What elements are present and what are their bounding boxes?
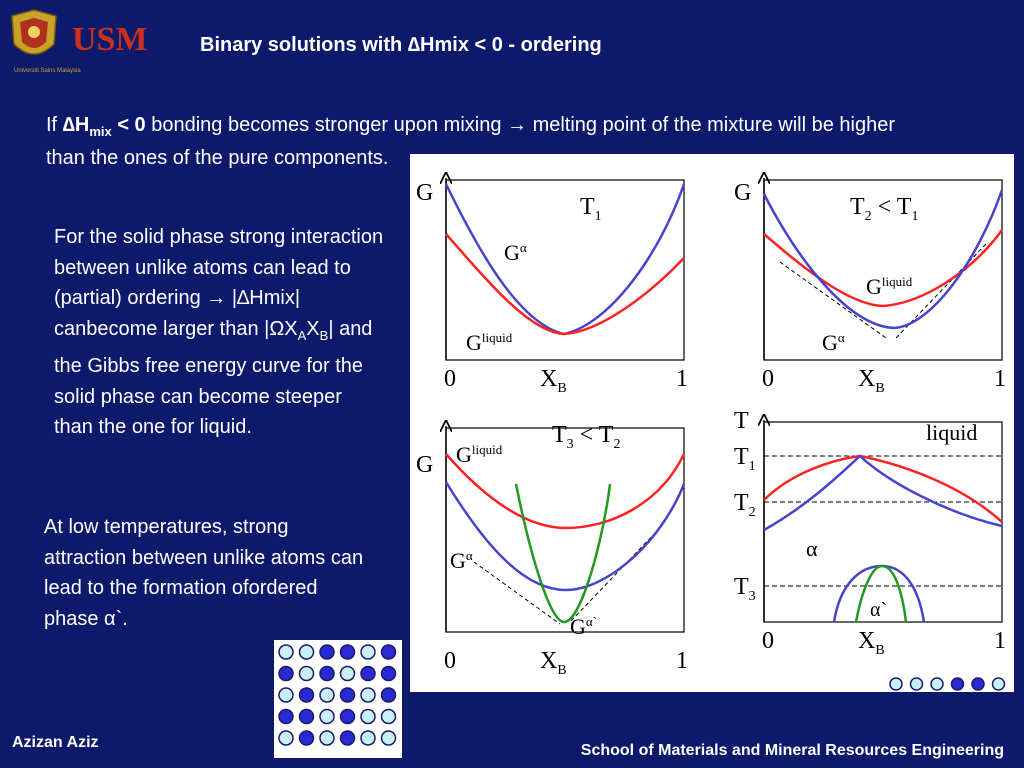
temperature-label: $T_2 < T_1$ bbox=[850, 194, 919, 224]
g-axis-label: G bbox=[416, 452, 434, 478]
atom-b bbox=[279, 667, 293, 681]
solid-text: For the solid phase strong interaction between unlike atoms can lead to (partial) ordering → |∆Hmix| canbecome larger than |ΩX bbox=[54, 226, 384, 340]
alpha-region-label: α bbox=[806, 536, 818, 561]
x-zero-label: 0 bbox=[444, 366, 456, 392]
atom-a bbox=[320, 731, 334, 745]
atom-a bbox=[320, 688, 334, 702]
low-temperature-paragraph: At low temperatures, strong attraction between unlike atoms can lead to the formation ofordered phase α`. bbox=[44, 516, 364, 630]
solid-curve bbox=[446, 184, 684, 334]
t-axis-label: T bbox=[734, 408, 749, 434]
atom-b bbox=[320, 645, 334, 659]
x-zero-label: 0 bbox=[762, 366, 774, 392]
atom-a bbox=[931, 678, 943, 690]
atom-a bbox=[300, 667, 314, 681]
g-axis-label: G bbox=[416, 180, 434, 206]
g-liquid-label: $G^{liquid}$ bbox=[866, 274, 913, 299]
atom-a bbox=[361, 688, 375, 702]
atom-b bbox=[382, 645, 396, 659]
usm-logo bbox=[6, 4, 148, 74]
g-alpha-label: $G^\alpha$ bbox=[450, 548, 473, 573]
common-tangent-line bbox=[474, 532, 656, 624]
atom-a bbox=[320, 710, 334, 724]
solid-phase-paragraph bbox=[54, 222, 384, 443]
solid-text-end: | and the Gibbs free energy curve for the solid phase can become steeper than the one for liquid. bbox=[54, 317, 373, 438]
atom-a bbox=[382, 731, 396, 745]
g-alpha-label: $G^\alpha$ bbox=[504, 240, 527, 265]
x-zero-label: 0 bbox=[444, 648, 456, 674]
title-separator: - bbox=[502, 34, 521, 56]
panel-t1 bbox=[416, 178, 688, 396]
ordered-lattice-diagram bbox=[274, 640, 402, 758]
liquid-region-label: liquid bbox=[926, 420, 978, 445]
liquid-curve bbox=[446, 454, 684, 528]
lattice-legend-row bbox=[890, 678, 1005, 690]
logo-text: USM bbox=[72, 21, 148, 58]
atom-b bbox=[279, 710, 293, 724]
atom-a bbox=[993, 678, 1005, 690]
gibbs-energy-figure bbox=[410, 154, 1014, 692]
atom-a bbox=[382, 710, 396, 724]
g-liquid-label: $G^{liquid}$ bbox=[466, 330, 513, 355]
t1-label: $T_1$ bbox=[734, 444, 756, 474]
solid-x: X bbox=[306, 317, 320, 340]
atom-b bbox=[341, 731, 355, 745]
intro-dh-subscript: mix bbox=[89, 124, 112, 139]
g-liquid-label: $G^{liquid}$ bbox=[456, 442, 503, 467]
t3-label: $T_3$ bbox=[734, 574, 756, 604]
g-axis-label: G bbox=[734, 180, 752, 206]
phase-diagram bbox=[734, 408, 1006, 658]
common-tangent-line bbox=[780, 244, 986, 338]
intro-if: If bbox=[46, 114, 63, 136]
atom-b bbox=[300, 710, 314, 724]
x-axis-label: $X_B$ bbox=[858, 366, 885, 396]
title-suffix: ordering bbox=[520, 34, 602, 56]
solidus-curve bbox=[764, 456, 1002, 530]
alpha-prime-region-label: α` bbox=[870, 599, 888, 621]
atom-b bbox=[320, 667, 334, 681]
t2-label: $T_2$ bbox=[734, 490, 756, 520]
intro-dh: ∆H bbox=[62, 114, 90, 136]
ordered-phase-curve bbox=[516, 484, 610, 622]
atom-b bbox=[341, 645, 355, 659]
school-name: School of Materials and Mineral Resources Engineering bbox=[580, 742, 1004, 759]
author-name: Azizan Aziz bbox=[12, 734, 99, 751]
atom-a bbox=[361, 731, 375, 745]
x-one-label: 1 bbox=[994, 366, 1006, 392]
atom-a bbox=[279, 688, 293, 702]
atom-a bbox=[341, 667, 355, 681]
temperature-label: $T_3 < T_2$ bbox=[552, 422, 621, 452]
atom-b bbox=[361, 667, 375, 681]
liquidus-curve bbox=[764, 456, 1002, 522]
atom-b bbox=[972, 678, 984, 690]
atom-a bbox=[890, 678, 902, 690]
atom-b bbox=[300, 731, 314, 745]
g-alpha-label: $G^\alpha$ bbox=[822, 330, 845, 355]
atom-a bbox=[279, 731, 293, 745]
x-one-label: 1 bbox=[994, 628, 1006, 654]
atom-b bbox=[341, 688, 355, 702]
atom-a bbox=[279, 645, 293, 659]
atom-a bbox=[361, 710, 375, 724]
x-one-label: 1 bbox=[676, 648, 688, 674]
x-axis-label: $X_B$ bbox=[540, 366, 567, 396]
panel-t2 bbox=[734, 178, 1006, 396]
x-zero-label: 0 bbox=[762, 628, 774, 654]
atom-a bbox=[911, 678, 923, 690]
atom-b bbox=[300, 688, 314, 702]
solid-sub-b: B bbox=[319, 327, 329, 343]
atom-b bbox=[382, 667, 396, 681]
temperature-label: $T_1$ bbox=[580, 194, 602, 224]
atom-b bbox=[341, 710, 355, 724]
atom-a bbox=[300, 645, 314, 659]
intro-condition: < 0 bbox=[111, 114, 146, 136]
panel-t3 bbox=[416, 422, 688, 678]
title-main: Binary solutions with ∆Hmix < 0 bbox=[200, 34, 503, 56]
logo-subtext: Universiti Sains Malaysia bbox=[14, 68, 81, 74]
atom-b bbox=[952, 678, 964, 690]
crest-icon bbox=[12, 10, 56, 54]
g-alpha-prime-label: $G^{\alpha`}$ bbox=[570, 614, 598, 639]
slide-title bbox=[200, 34, 602, 57]
solid-sub-a: A bbox=[297, 327, 307, 343]
x-axis-label: $X_B$ bbox=[540, 648, 567, 678]
x-one-label: 1 bbox=[676, 366, 688, 392]
intro-body: bonding becomes stronger upon mixing → melting point of the mixture will be higher than the ones of the pure components. bbox=[46, 114, 895, 169]
atom-a bbox=[361, 645, 375, 659]
x-axis-label: $X_B$ bbox=[858, 628, 885, 658]
liquid-curve bbox=[764, 230, 1002, 306]
atom-b bbox=[382, 688, 396, 702]
